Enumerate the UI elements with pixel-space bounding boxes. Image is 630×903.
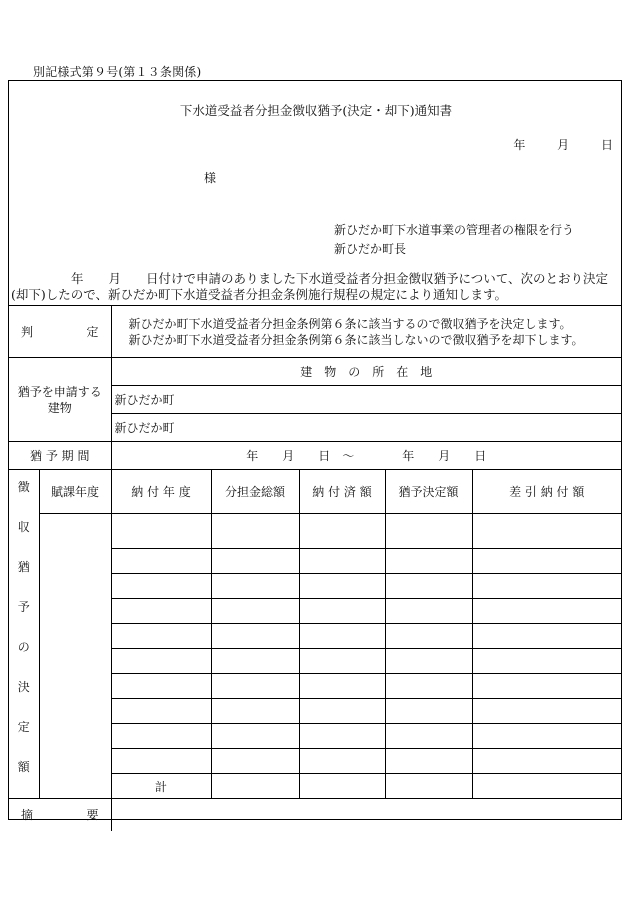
table-cell[interactable] <box>211 749 299 774</box>
table-cell[interactable] <box>299 599 385 624</box>
table-cell[interactable] <box>299 624 385 649</box>
header-total-amount: 分担金総額 <box>211 470 299 514</box>
table-cell[interactable] <box>385 599 472 624</box>
header-payment-year: 納 付 年 度 <box>111 470 211 514</box>
notice-form <box>8 80 622 823</box>
total-cell[interactable] <box>385 774 472 799</box>
table-cell[interactable] <box>299 549 385 574</box>
table-cell[interactable] <box>385 574 472 599</box>
issuer-line-1: 新ひだか町下水道事業の管理者の権限を行う <box>334 223 575 237</box>
amounts-side-label: 徴 収 猶 予 の 決 定 額 <box>9 470 39 799</box>
judgement-approve[interactable]: 新ひだか町下水道受益者分担金条例第６条に該当するので徴収猶予を決定します。 <box>128 316 572 331</box>
building-location-header: 建 物 の 所 在 地 <box>111 358 621 386</box>
table-cell[interactable] <box>472 699 621 724</box>
table-cell[interactable] <box>472 514 621 549</box>
form-identifier: 別記様式第９号(第１３条関係) <box>33 65 202 79</box>
building-label: 猶予を申請する建物 <box>9 358 111 442</box>
table-cell[interactable] <box>299 574 385 599</box>
table-cell[interactable] <box>111 574 211 599</box>
period-label: 猶 予 期 間 <box>9 442 111 470</box>
addressee-suffix: 様 <box>204 171 217 185</box>
table-cell[interactable] <box>472 599 621 624</box>
table-cell[interactable] <box>472 724 621 749</box>
total-label: 計 <box>111 774 211 799</box>
judgement-options <box>111 306 621 358</box>
table-cell[interactable] <box>472 624 621 649</box>
table-cell[interactable] <box>211 599 299 624</box>
table-cell[interactable] <box>211 724 299 749</box>
header-tax-year: 賦課年度 <box>39 470 111 514</box>
judgement-reject[interactable]: 新ひだか町下水道受益者分担金条例第６条に該当しないので徴収猶予を却下します。 <box>128 332 584 347</box>
table-cell[interactable] <box>111 549 211 574</box>
table-cell[interactable] <box>111 514 211 549</box>
judgement-row <box>9 306 621 358</box>
table-cell[interactable] <box>211 574 299 599</box>
form-table <box>9 305 621 831</box>
table-cell[interactable] <box>211 699 299 724</box>
table-cell[interactable] <box>111 699 211 724</box>
table-cell[interactable] <box>385 699 472 724</box>
table-cell[interactable] <box>299 724 385 749</box>
table-cell[interactable] <box>472 549 621 574</box>
table-cell[interactable] <box>111 674 211 699</box>
table-cell[interactable] <box>385 549 472 574</box>
table-cell[interactable] <box>385 649 472 674</box>
table-cell[interactable] <box>111 649 211 674</box>
table-cell[interactable] <box>111 624 211 649</box>
header-net-payment: 差 引 納 付 額 <box>472 470 621 514</box>
issuer-block <box>334 221 574 259</box>
table-cell[interactable] <box>472 574 621 599</box>
table-cell[interactable] <box>299 514 385 549</box>
table-cell[interactable] <box>111 599 211 624</box>
total-cell[interactable] <box>211 774 299 799</box>
total-cell[interactable] <box>472 774 621 799</box>
issue-date: 年 月 日 <box>513 138 613 152</box>
total-cell[interactable] <box>299 774 385 799</box>
table-cell[interactable] <box>385 749 472 774</box>
table-cell[interactable] <box>211 624 299 649</box>
header-paid-amount: 納 付 済 額 <box>299 470 385 514</box>
table-cell[interactable] <box>211 649 299 674</box>
table-cell[interactable] <box>211 514 299 549</box>
table-cell[interactable] <box>472 749 621 774</box>
table-cell[interactable] <box>299 649 385 674</box>
table-cell[interactable] <box>299 674 385 699</box>
building-address-1[interactable]: 新ひだか町 <box>111 386 621 414</box>
table-cell[interactable] <box>299 749 385 774</box>
header-deferred-amount: 猶予決定額 <box>385 470 472 514</box>
table-cell[interactable] <box>472 674 621 699</box>
notice-body: 年 月 日付けで申請のありました下水道受益者分担金徴収猶予について、次のとおり決定(却下)したので、新ひだか町下水道受益者分担金条例施行規程の規定により通知します。 <box>11 271 609 302</box>
period-value[interactable]: 年 月 日 ～ 年 月 日 <box>111 442 621 470</box>
table-cell[interactable] <box>111 724 211 749</box>
building-address-2[interactable]: 新ひだか町 <box>111 414 621 442</box>
table-cell[interactable] <box>385 674 472 699</box>
table-cell[interactable] <box>385 724 472 749</box>
judgement-label: 判 定 <box>9 306 111 358</box>
table-cell[interactable] <box>385 624 472 649</box>
table-cell[interactable] <box>111 749 211 774</box>
table-cell[interactable] <box>385 514 472 549</box>
table-cell[interactable] <box>211 674 299 699</box>
tax-year-cell[interactable] <box>39 514 111 799</box>
table-cell[interactable] <box>211 549 299 574</box>
summary-label: 摘 要 <box>9 799 111 831</box>
summary-field[interactable] <box>111 799 621 831</box>
table-cell[interactable] <box>299 699 385 724</box>
table-cell[interactable] <box>472 649 621 674</box>
issuer-line-2: 新ひだか町長 <box>334 242 407 256</box>
document-title: 下水道受益者分担金徴収猶予(決定・却下)通知書 <box>179 103 453 118</box>
